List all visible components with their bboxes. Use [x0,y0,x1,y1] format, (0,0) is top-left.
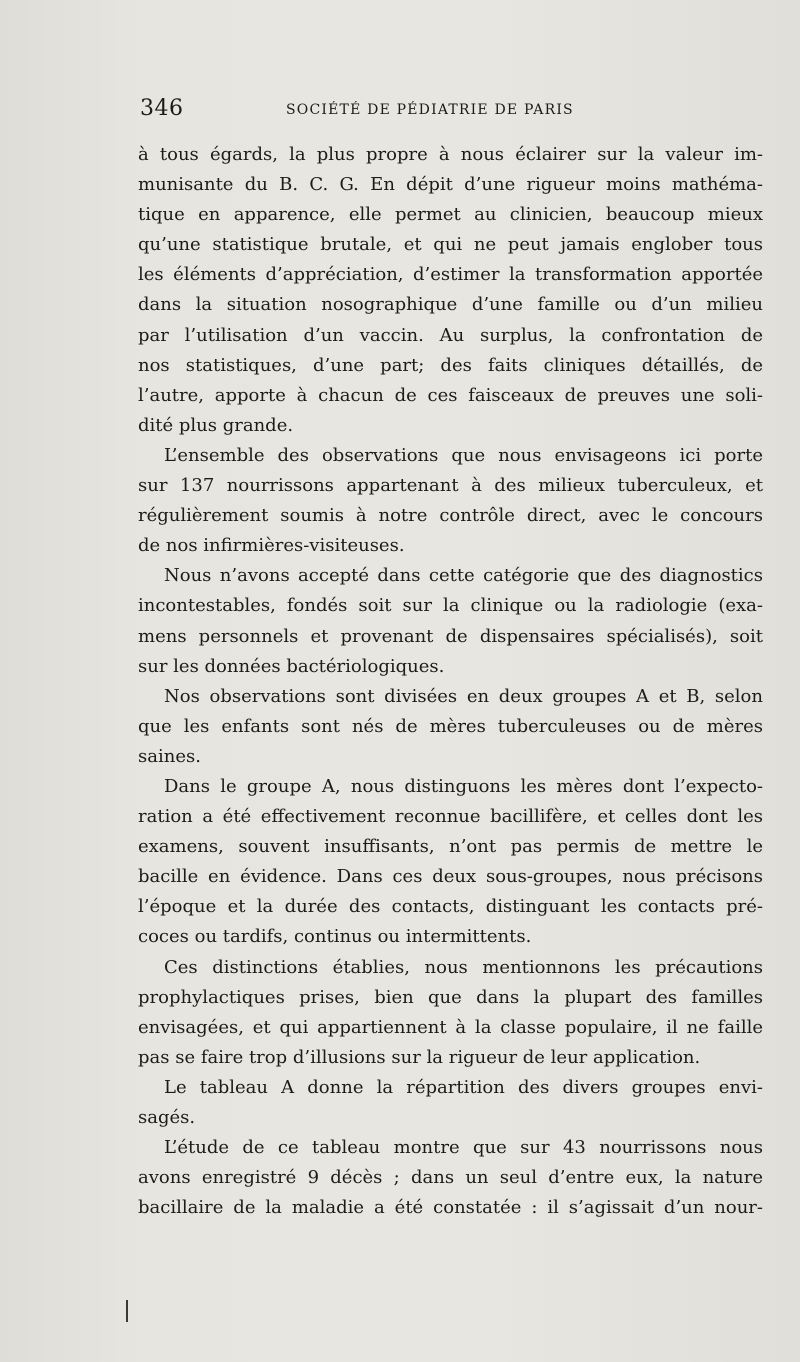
text-line: dité plus grande. [138,414,294,436]
text-line: mens personnels et provenant de dispensaires spécialisés), soit [138,625,763,647]
running-head: SOCIÉTÉ DE PÉDIATRIE DE PARIS [286,102,574,118]
text-line: que les enfants sont nés de mères tuberculeuses ou de mères [138,715,763,737]
text-line: incontestables, fondés soit sur la clinique ou la radiologie (exa- [138,595,763,617]
text-line: tique en apparence, elle permet au clinicien, beaucoup mieux [138,204,763,226]
text-line: sagés. [138,1107,196,1128]
text-line: de nos infirmières-visiteuses. [138,535,405,557]
text-line: coces ou tardifs, continus ou intermittents. [138,926,532,948]
text-line: bacille en évidence. Dans ces deux sous-groupes, nous précisons [138,866,763,888]
text-line: qu’une statistique brutale, et qui ne peut jamais englober tous [138,234,763,256]
page-number: 346 [140,96,184,121]
text-line: examens, souvent insuffisants, n’ont pas permis de mettre le [138,836,763,858]
text-line: Nos observations sont divisées en deux groupes A et B, selon [164,685,763,707]
text-line: nos statistiques, d’une part; des faits cliniques détaillés, de [138,354,763,376]
text-line: envisagées, et qui appartiennent à la classe populaire, il ne faille [138,1016,763,1038]
text-line: Le tableau A donne la répartition des divers groupes envi- [164,1076,763,1098]
text-line: avons enregistré 9 décès ; dans un seul d’entre eux, la nature [138,1167,763,1189]
text-line: Dans le groupe A, nous distinguons les mères dont l’expecto- [164,775,763,797]
margin-mark [126,1300,128,1322]
text-line: munisante du B. C. G. En dépit d’une rigueur moins mathéma- [138,174,763,196]
text-line: prophylactiques prises, bien que dans la plupart des familles [138,986,763,1008]
text-line: Ces distinctions établies, nous mentionnons les précautions [164,956,763,978]
text-line: saines. [138,745,201,767]
text-line: pas se faire trop d’illusions sur la rigueur de leur application. [138,1046,701,1068]
text-line: les éléments d’appréciation, d’estimer la transformation apportée [138,264,763,286]
text-line: sur 137 nourrissons appartenant à des milieux tuberculeux, et [138,475,763,497]
text-line: L’ensemble des observations que nous envisageons ici porte [164,444,763,466]
text-line: ration a été effectivement reconnue bacillifère, et celles dont les [138,806,763,828]
text-line: l’époque et la durée des contacts, distinguant les contacts pré- [138,896,763,918]
text-line: l’autre, apporte à chacun de ces faisceaux de preuves une soli- [138,384,763,406]
page-header [140,96,760,132]
text-line: par l’utilisation d’un vaccin. Au surplus, la confrontation de [138,324,763,346]
text-line: à tous égards, la plus propre à nous éclairer sur la valeur im- [138,144,763,165]
text-line: L’étude de ce tableau montre que sur 43 nourrissons nous [164,1137,763,1159]
text-line: régulièrement soumis à notre contrôle direct, avec le concours [138,505,763,527]
text-line: sur les données bactériologiques. [138,655,445,677]
text-line: dans la situation nosographique d’une famille ou d’un milieu [138,294,763,316]
text-line: Nous n’avons accepté dans cette catégorie que des diagnostics [164,565,763,587]
body-text [138,140,763,1223]
text-line: bacillaire de la maladie a été constatée : il s’agissait d’un nour- [138,1197,763,1219]
